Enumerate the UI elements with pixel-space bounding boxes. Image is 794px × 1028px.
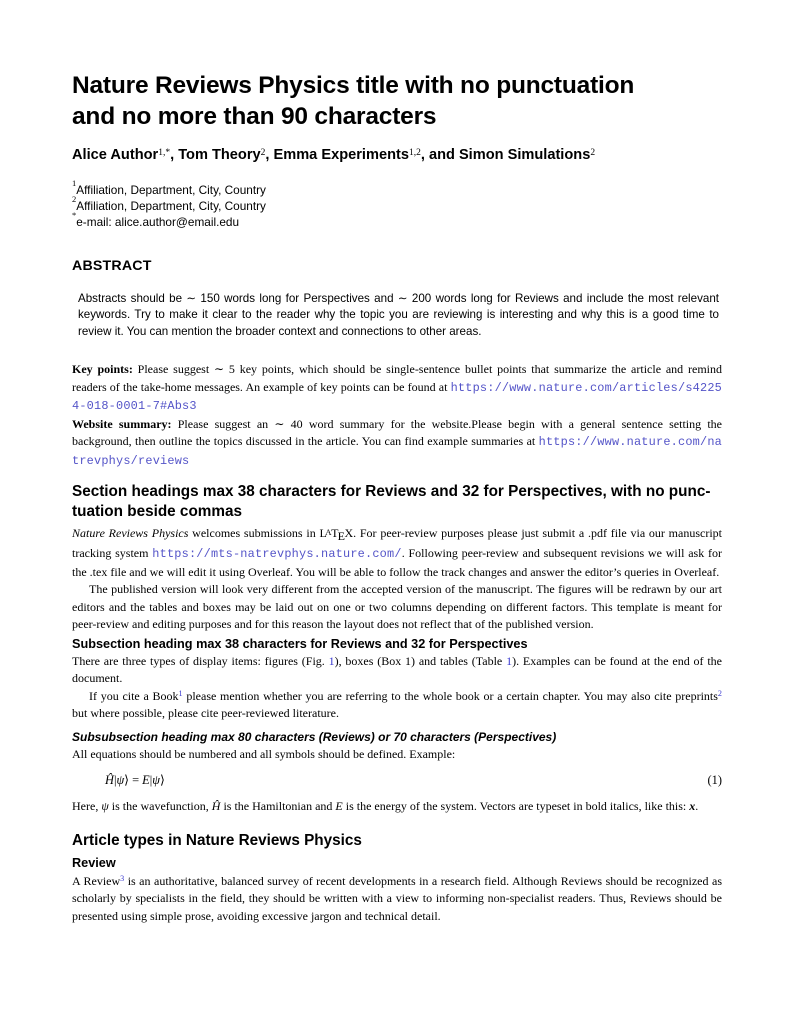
text-segment: is an authoritative, balanced survey of recent developments in a research field. Although Reviews should be recognized as scholarly by specialists in the field, they should be written with a view to informing non-specialist readers. Thus, Reviews should be presented using simple prose, avoiding excessive jargon and technical detail.	[72, 873, 722, 923]
text-segment: Nature Reviews Physics	[72, 526, 189, 541]
review-heading: Review	[72, 855, 116, 870]
equation-number: (1)	[707, 773, 722, 788]
citation-link[interactable]: 3	[120, 874, 125, 884]
text-segment: . For peer-review purposes please just submit a .pdf file via our manuscript tracking system	[72, 526, 722, 561]
text-segment: ⟩	[159, 773, 165, 788]
text-segment: welcomes submissions in	[188, 526, 320, 541]
section-heading-1	[72, 482, 722, 522]
affiliations-block	[72, 178, 722, 230]
author-superscript: 2	[590, 147, 596, 158]
text-segment: is the wavefunction,	[108, 799, 212, 814]
ref-link[interactable]: 1	[506, 653, 513, 668]
text-segment: is the energy of the system. Vectors are typeset in bold italics, like this:	[342, 799, 690, 814]
text-segment: ψ	[101, 799, 109, 814]
text-segment: ), boxes (Box 1) and tables (Table	[334, 653, 507, 668]
text-segment: There are three types of display items: figures (Fig.	[72, 653, 329, 668]
affiliation-2-marker: 2	[72, 194, 77, 205]
subsubsection-heading: Subsubsection heading max 80 characters (Reviews) or 70 characters (Perspectives)	[72, 729, 557, 744]
latex-logo-letter: X	[344, 526, 354, 541]
text-segment: E	[142, 773, 150, 788]
text-segment: ψ	[152, 773, 160, 788]
text-segment: .	[695, 799, 699, 814]
frontmatter-block	[72, 361, 722, 470]
email-text: e-mail: alice.author@email.edu	[76, 215, 240, 229]
affiliation-2	[72, 194, 722, 214]
text-segment: ). Examples can be found at the end of the document.	[72, 653, 723, 686]
author-superscript: 2	[260, 147, 266, 158]
section-1-paragraph-1	[72, 524, 722, 581]
text-segment: E	[335, 799, 343, 814]
text-segment: If you cite a Book	[89, 688, 179, 703]
latex-logo	[319, 526, 354, 543]
email-marker: *	[72, 210, 77, 221]
ref-link[interactable]: 1	[328, 653, 335, 668]
equation-body	[105, 771, 165, 789]
author-superscript: 1,*	[158, 147, 171, 158]
abstract-heading: ABSTRACT	[72, 258, 152, 274]
paper-title	[72, 70, 722, 132]
section-1-paragraph-2	[72, 581, 722, 634]
text-segment: A Review	[72, 873, 121, 888]
text-segment: but where possible, please cite peer-reviewed literature.	[72, 706, 339, 721]
text-segment: . Following peer-review and subsequent revisions we will ask for the .tex file and we will edit it using Overleaf. You will be able to follow the track changes and answer the editor’s queries in Overleaf.	[72, 546, 723, 579]
latex-logo-letter: E	[337, 528, 345, 543]
text-segment: All equations should be numbered and all symbols should be defined. Example:	[72, 746, 456, 761]
text-segment: x	[689, 799, 696, 814]
text-segment: |	[113, 773, 117, 788]
url-link[interactable]: https://www.nature.com/articles/s42254-018-0001-7#Abs3	[72, 380, 722, 414]
text-segment: is the Hamiltonian and	[220, 799, 336, 814]
text-segment: Key points:	[72, 362, 138, 377]
text-segment: , Emma Experiments	[265, 147, 409, 163]
text-segment: Website summary:	[72, 416, 178, 431]
section-heading-2: Article types in Nature Reviews Physics	[72, 831, 362, 849]
abstract-text: Abstracts should be ∼ 150 words long for Perspectives and ∼ 200 words long for Reviews and include the most relevant keywords. Try to make it clear to the reader why the topic you are reviewing is interesting and why this is a good time to review it. You can mention the broader context and connections to other areas.	[78, 292, 719, 338]
text-segment: The published version will look very different from the accepted version of the manuscript. The figures will be redrawn by our art editors and the tables and boxes may be laid out on one or two columns depending on different factors. This template is meant for peer-review and editing purposes and for this reason the layout does not reflect that of the published version.	[72, 582, 722, 632]
url-link[interactable]: https://mts-natrevphys.nature.com/	[152, 547, 402, 562]
paper-title-line-1: Nature Reviews Physics title with no punctuation	[72, 72, 635, 99]
key-points-paragraph	[72, 361, 722, 416]
review-paragraph	[72, 873, 722, 926]
author-superscript: 1,2	[408, 147, 421, 158]
corresponding-email	[72, 210, 722, 230]
latex-logo-letter: A	[325, 527, 332, 538]
text-segment: , and Simon Simulations	[420, 147, 591, 163]
text-segment: Here,	[72, 799, 102, 814]
text-segment: Please suggest an ∼ 40 word summary for the website.Please begin with a general sentence setting the background, then outline the topics discussed in the article. You can find example summaries at	[72, 416, 723, 449]
affiliation-1-marker: 1	[72, 178, 77, 189]
website-summary-paragraph	[72, 416, 722, 471]
affiliation-1	[72, 178, 722, 198]
subsubsection-paragraph-2	[72, 798, 722, 816]
text-segment: ⟩ =	[124, 773, 143, 788]
author-line	[72, 145, 722, 165]
equation-1	[72, 771, 722, 789]
url-link[interactable]: https://www.nature.com/natrevphys/reviews	[72, 435, 722, 468]
citation-link[interactable]: 1	[178, 689, 183, 699]
subsubsection-paragraph-1	[72, 746, 722, 764]
citation-link[interactable]: 2	[717, 689, 722, 699]
text-segment: |	[149, 773, 153, 788]
subsection-heading: Subsection heading max 38 characters for Reviews and 32 for Perspectives	[72, 636, 528, 651]
section-heading-1-line-2: tuation beside commas	[72, 503, 243, 521]
subsection-paragraph-2	[72, 688, 722, 723]
subsection-paragraph-1	[72, 653, 722, 688]
text-segment: Ĥ	[211, 799, 221, 814]
text-segment: Ĥ	[105, 773, 114, 788]
text-segment: , Tom Theory	[170, 147, 261, 163]
text-segment: Alice Author	[72, 147, 159, 163]
text-segment: please mention whether you are referring to the whole book or a certain chapter. You may also cite preprints	[182, 688, 718, 703]
affiliation-2-text: Affiliation, Department, City, Country	[76, 199, 266, 213]
latex-logo-letter: L	[319, 526, 327, 541]
text-segment: Please suggest ∼ 5 key points, which should be single-sentence bullet points that summarize the article and remind readers of the take-home messages. An example of key points can be found at	[72, 362, 722, 394]
section-heading-1-line-1: Section headings max 38 characters for Reviews and 32 for Perspectives, with no punc-	[72, 483, 711, 501]
latex-logo-letter: T	[331, 526, 339, 541]
text-segment: ψ	[116, 773, 125, 788]
affiliation-1-text: Affiliation, Department, City, Country	[76, 183, 266, 197]
paper-title-line-2: and no more than 90 characters	[72, 103, 437, 130]
